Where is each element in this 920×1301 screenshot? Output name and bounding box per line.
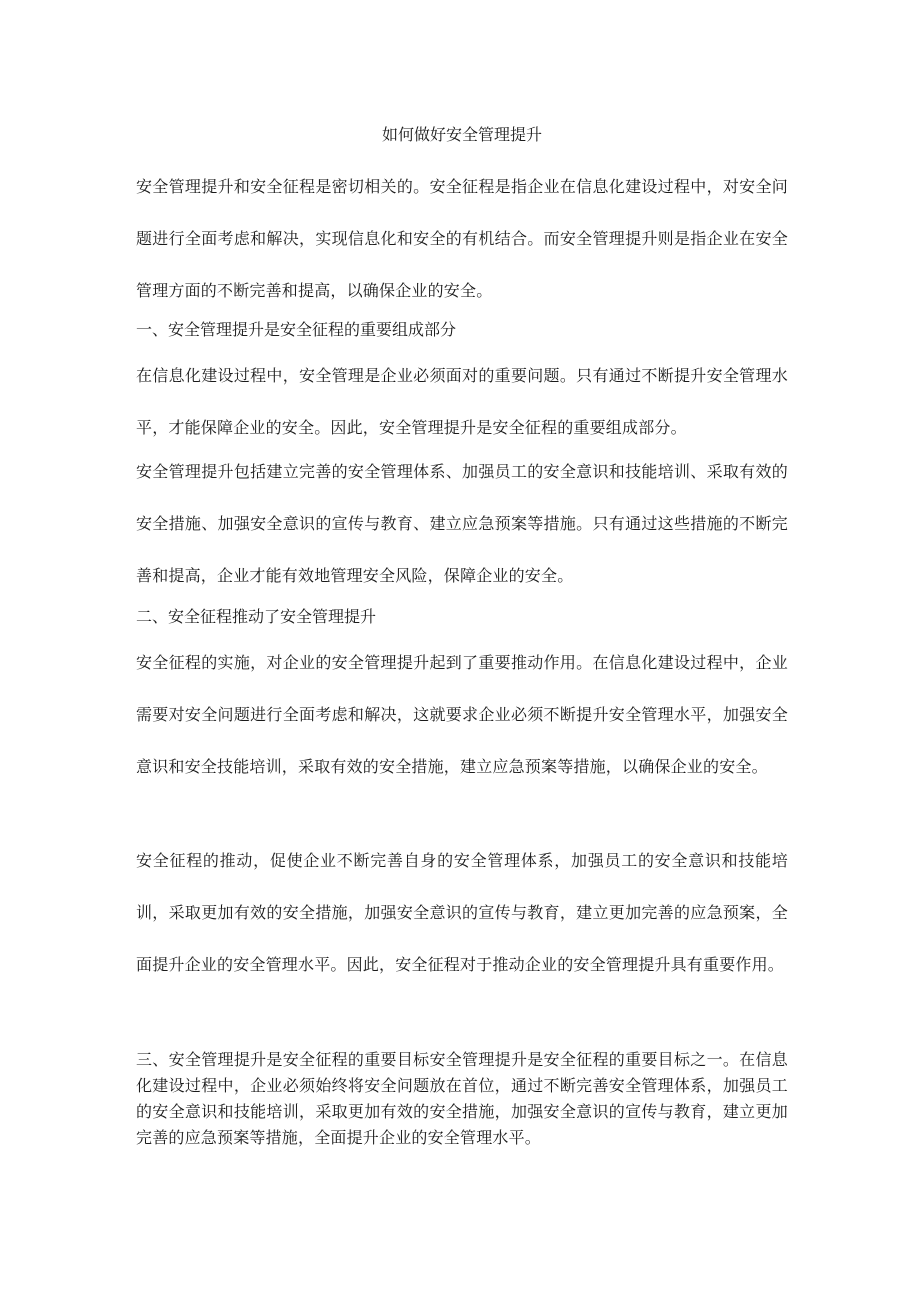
section-2-paragraph-2: 安全征程的推动，促使企业不断完善自身的安全管理体系，加强员工的安全意识和技能培训，采取更加有效的安全措施，加强安全意识的宣传与教育，建立更加完善的应急预案，全面提升企业的安全管理水平。因此，安全征程对于推动企业的安全管理提升具有重要作用。 — [136, 851, 788, 974]
section-1-paragraph-2: 安全管理提升包括建立完善的安全管理体系、加强员工的安全意识和技能培训、采取有效的安全措施、加强安全意识的宣传与教育、建立应急预案等措施。只有通过这些措施的不断完善和提高，企业才能有效地管理安全风险，保障企业的安全。 — [136, 462, 788, 585]
section-3-paragraph: 三、安全管理提升是安全征程的重要目标安全管理提升是安全征程的重要目标之一。在信息化建设过程中，企业必须始终将安全问题放在首位，通过不断完善安全管理体系，加强员工的安全意识和技能培训，采取更加有效的安全措施，加强安全意识的宣传与教育，建立更加完善的应急预案等措施，全面提升企业的安全管理水平。 — [136, 1050, 788, 1147]
section-1-heading: 一、安全管理提升是安全征程的重要组成部分 — [136, 320, 457, 339]
section-1-paragraph-1: 在信息化建设过程中，安全管理是企业必须面对的重要问题。只有通过不断提升安全管理水平，才能保障企业的安全。因此，安全管理提升是安全征程的重要组成部分。 — [136, 366, 788, 437]
document-title: 如何做好安全管理提升 — [381, 125, 542, 144]
section-2-paragraph-1: 安全征程的实施，对企业的安全管理提升起到了重要推动作用。在信息化建设过程中，企业需要对安全问题进行全面考虑和解决，这就要求企业必须不断提升安全管理水平，加强安全意识和安全技能培训，采取有效的安全措施，建立应急预案等措施，以确保企业的安全。 — [136, 653, 788, 776]
section-2-heading: 二、安全征程推动了安全管理提升 — [136, 607, 377, 626]
intro-paragraph: 安全管理提升和安全征程是密切相关的。安全征程是指企业在信息化建设过程中，对安全问题进行全面考虑和解决，实现信息化和安全的有机结合。而安全管理提升则是指企业在安全管理方面的不断完善和提高，以确保企业的安全。 — [136, 177, 788, 300]
